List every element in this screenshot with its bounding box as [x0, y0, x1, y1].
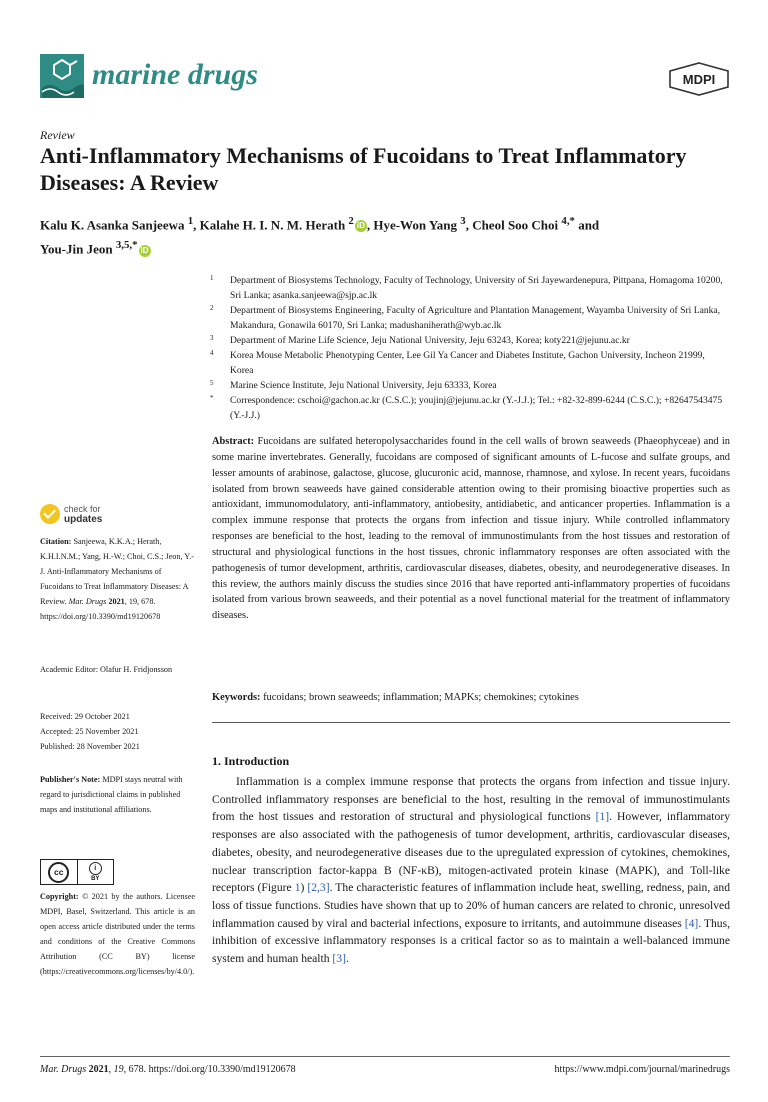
author-name[interactable]: Kalahe H. I. N. M. Herath — [199, 217, 346, 233]
affiliation-number: 2 — [210, 304, 214, 312]
affiliation-text: Department of Biosystems Technology, Faculty of Technology, University of Sri Jayewardenepura, Pittpana, Homagoma 10200, Sri Lanka; asanka.sanjeewa@sjp.ac.lk — [230, 275, 723, 301]
author-list: Kalu K. Asanka Sanjeewa $^1$, Kalahe H. I. N. M. Herath $^2$ iD , Hye-Won Yang $^3$, Cheol Soo Choi $^{4,*}$ and You-Jin Jeon $^{3,5,*}$ iD — [40, 215, 600, 257]
affiliations — [210, 273, 730, 423]
academic-editor: Academic Editor: Olafur H. Fridjonsson — [40, 665, 173, 674]
author-name[interactable]: You-Jin Jeon — [40, 241, 113, 257]
footer-year: 2021 — [88, 1064, 109, 1075]
citation-doi[interactable]: , 19, 678. https://doi.org/10.3390/md19120678 — [40, 596, 161, 621]
journal-logo — [40, 54, 84, 98]
affiliation-number: * — [210, 394, 214, 402]
publisher-note-label: Publisher's Note: — [40, 775, 101, 784]
keywords-label: Keywords: — [212, 692, 261, 703]
citation-year: 2021 — [108, 596, 125, 606]
citation-journal: Mar. Drugs — [68, 596, 107, 606]
author-affiliation-marker: 3 — [460, 215, 466, 227]
affiliation-item — [210, 378, 730, 393]
author-affiliation-marker: 4,* — [561, 215, 575, 227]
publisher-note — [40, 773, 195, 818]
affiliation-number: 1 — [210, 274, 214, 282]
author-affiliation-marker: 3,5,* — [115, 239, 138, 252]
orcid-icon[interactable]: iD — [140, 245, 149, 255]
affiliation-item — [210, 303, 730, 333]
publication-dates — [40, 710, 195, 755]
citation-block — [40, 535, 195, 624]
footer-journal-url[interactable]: https://www.mdpi.com/journal/marinedrugs — [554, 1064, 730, 1075]
introduction-paragraph: Inflammation is a complex immune response that protects the organs from infection and tissue injury. Controlled inflammatory responses are beneficial to the host, resulting in the removal of immunostimulants from the host tissues and restoration of structural and physiological functions [1]. However, inflammatory responses are also associated with the pathogenesis of tumor development, arthritis, cardiovascular diseases, diabetes, obesity, and neurodegenerative diseases due to the upregulated expression of cytokines, chemokines, nuclear transcription factor-kappa B (NF-κB), mitogen-activated protein kinase (MAPK), and Toll-like receptors (Figure 1) [2,3]. The characteristic features of inflammation include heat, swelling, redness, pain, and loss of tissue functions. Studies have shown that up to 20% of human cancers are related to chronic, unresolved inflammation caused by viral and bacterial infections, exposure to irritants, and autoimmune diseases [4]. Thus, inhibition of excessive inflammatory responses is a critical factor so as to maintain a well-balanced immune system and human health [3]. — [212, 775, 731, 966]
abstract-label: Abstract: — [212, 436, 255, 447]
affiliation-number: 3 — [210, 334, 214, 342]
section-heading: 1. Introduction — [212, 754, 290, 768]
received-date: Received: 29 October 2021 — [40, 712, 130, 721]
orcid-icon[interactable]: iD — [356, 221, 365, 231]
svg-text:MDPI: MDPI — [682, 72, 716, 87]
keywords — [212, 690, 730, 706]
affiliation-text: Department of Biosystems Engineering, Faculty of Agriculture and Plantation Management, Wayamba University of Sri Lanka, Makandura, Gonawila 60170, Sri Lanka; madushaniherath@wyb.ac.lk — [230, 305, 721, 331]
author-name[interactable]: Cheol Soo Choi — [472, 217, 559, 233]
article-title: Anti-Inflammatory Mechanisms of Fucoidans to Treat Inflammatory Diseases: A Review — [40, 143, 687, 195]
published-date: Published: 28 November 2021 — [40, 741, 140, 751]
author-affiliation-marker: 1 — [187, 215, 194, 227]
citation-link[interactable]: [4] — [684, 916, 699, 930]
keywords-text: fucoidans; brown seaweeds; inflammation; MAPKs; chemokines; cytokines — [263, 692, 579, 703]
affiliation-text: Department of Marine Life Science, Jeju National University, Jeju 63243, Korea; koty221@jejunu.ac.kr — [230, 335, 630, 346]
by-icon: i BY — [78, 860, 114, 884]
citation-text: Sanjeewa, K.K.A.; Herath, K.H.I.N.M.; Yang, H.-W.; Choi, C.S.; Jeon, Y.-J. Anti-Inflammatory Mechanisms of Fucoidans to Treat Inflammatory Diseases: A Review. — [40, 537, 194, 606]
mdpi-logo — [668, 62, 730, 96]
publisher-note-text: MDPI stays neutral with regard to jurisdictional claims in published maps and institutional affiliations. — [40, 775, 183, 814]
check-for-updates-label: check for updates — [64, 504, 103, 525]
journal-name: marine drugs — [92, 58, 258, 91]
affiliation-text: Marine Science Institute, Jeju National University, Jeju 63333, Korea — [230, 380, 497, 391]
author-name[interactable]: Hye-Won Yang — [373, 217, 458, 233]
cc-by-license-badge[interactable] — [40, 859, 114, 885]
affiliation-number: 5 — [210, 379, 214, 387]
author-affiliation-marker: 2 — [348, 215, 354, 227]
citation-link[interactable]: [3] — [332, 952, 346, 966]
author-conjunction: and — [578, 217, 600, 233]
citation-link[interactable]: [1] — [595, 810, 610, 824]
abstract — [212, 434, 730, 624]
affiliation-item — [210, 348, 730, 378]
copyright-label: Copyright: — [40, 892, 79, 901]
article-type: Review — [40, 128, 75, 142]
check-for-updates-button[interactable] — [40, 503, 150, 529]
abstract-text: Fucoidans are sulfated heteropolysaccharides found in the cell walls of brown seaweeds (Phaeophyceae) and in some marine invertebrates. Generally, fucoidans are composed of significant amounts of L-fucose and sulfate groups, and lesser amounts of arabinose, galactose, glucose, glucuronic acid, mannose, rhamnose, and xylose. In recent years, fucoidans isolated from brown seaweeds have gained considerable attention owing to their promising bioactive properties such as antioxidant, immunomodulatory, anti-inflammatory, antiobesity, antidiabetic, and anticancer properties. Inflammation is a complex immune response that protects the organs from infection and tissue injury. While controlled inflammatory responses are beneficial to the host, leading to the removal of immunostimulants from the host tissues and restoration of structural and physiological functions in the host tissues, chronic inflammatory responses are often associated with the pathogenesis of tumor development, arthritis, cardiovascular diseases, diabetes, obesity, and neurodegenerative diseases. In this review, the authors mainly discuss the studies since 2016 that have reported anti-inflammatory properties of fucoidans isolated from various brown seaweeds, and their potential as a novel functional material for the treatment of inflammatory diseases. — [212, 436, 730, 622]
check-icon — [40, 504, 60, 524]
section-divider — [212, 722, 730, 723]
footer-volume: 19 — [113, 1064, 124, 1075]
correspondence-text: Correspondence: cschoi@gachon.ac.kr (C.S.C.); youjinj@jejunu.ac.kr (Y.-J.J.); Tel.: +82-32-899-6244 (C.S.C.); +82647543475 (Y.-J.J.) — [230, 395, 723, 421]
footer-journal: Mar. Drugs — [40, 1064, 87, 1075]
accepted-date: Accepted: 25 November 2021 — [40, 726, 139, 736]
footer-citation: Mar. Drugs 2021, 19, 678. https://doi.org/10.3390/md19120678 — [40, 1064, 296, 1075]
correspondence-item — [210, 393, 730, 423]
citation-link[interactable]: [2,3] — [307, 881, 330, 895]
citation-label: Citation: — [40, 537, 72, 546]
footer-doi[interactable]: , 678. https://doi.org/10.3390/md19120678 — [123, 1064, 296, 1075]
affiliation-text: Korea Mouse Metabolic Phenotyping Center, Lee Gil Ya Cancer and Diabetes Institute, Gachon University, Incheon 21999, Korea — [230, 350, 705, 376]
affiliation-number: 4 — [210, 349, 214, 357]
copyright-block — [40, 890, 195, 979]
cc-icon: cc — [41, 860, 78, 884]
affiliation-item — [210, 333, 730, 348]
affiliation-item — [210, 273, 730, 303]
figure-link[interactable]: 1 — [294, 881, 301, 895]
author-name[interactable]: Kalu K. Asanka Sanjeewa — [40, 217, 185, 233]
copyright-text: © 2021 by the authors. Licensee MDPI, Basel, Switzerland. This article is an open access article distributed under the terms and conditions of the Creative Commons Attribution (CC BY) license (https://creativecommons.org/licenses/by/4.0/). — [40, 892, 196, 976]
footer-divider — [40, 1056, 730, 1057]
